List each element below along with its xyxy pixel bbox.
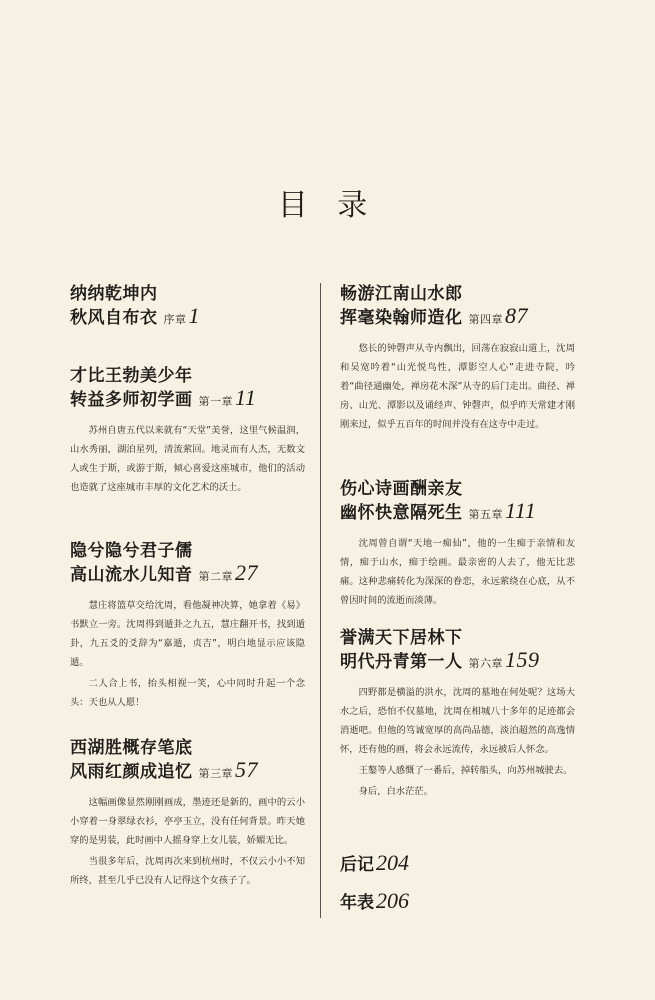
- entry-title-line2-text: 风雨红颜成追忆: [70, 762, 193, 782]
- entry-title-line2-text: 明代丹青第一人: [340, 652, 463, 672]
- entry-description: 苏州自唐五代以来就有“天堂”美誉，这里气候温润，山水秀丽，湖泊星列，清流萦回。地灵而有人杰，无数文人或生于斯，或游于斯，倾心喜爱这座城市，他们的活动也造就了这座城市丰厚的文化艺术的沃土。: [70, 425, 305, 493]
- page-number: 57: [235, 757, 258, 782]
- entry-title-line2: [340, 500, 575, 526]
- entry-title-line2-text: 挥毫染翰师造化: [340, 308, 463, 328]
- entry-title-line2-text: 高山流水儿知音: [70, 565, 193, 585]
- entry-title-line2-text: 秋风自布衣: [70, 308, 158, 328]
- entry-title-line2: [340, 305, 575, 331]
- entry-title-line2: [70, 305, 305, 331]
- toc-entry[interactable]: [340, 283, 575, 434]
- entry-description: 身后，白水茫茫。: [358, 786, 433, 797]
- toc-entry[interactable]: [340, 478, 575, 610]
- chapter-label: 第四章: [468, 313, 503, 326]
- entry-title-line1: 隐兮隐兮君子儒: [70, 541, 193, 561]
- column-divider: [320, 283, 321, 918]
- page-number: 159: [505, 647, 540, 672]
- entry-title-line2-text: 转益多师初学画: [70, 390, 193, 410]
- afterword-entry[interactable]: [340, 850, 409, 876]
- afterword-page: 204: [376, 850, 409, 875]
- entry-description: 当很多年后，沈周再次来到杭州时，不仅云小小不知所终，甚至几乎已没有人记得这个女孩子了。: [70, 856, 305, 886]
- toc-entry[interactable]: [70, 283, 305, 331]
- page-number: 27: [235, 560, 258, 585]
- entry-description: 慧庄将篮草交给沈周，看他凝神决算，她拿着《易》书默立一旁。沈周得到遁卦之九五，慧庄翻开书，找到遁卦，九五爻的爻辞为“嘉遁，贞吉”，明白地显示应该隐遁。: [70, 600, 305, 668]
- entry-title-line1: 誉满天下居林下: [340, 628, 463, 648]
- entry-title-line1: 西湖胜概存笔底: [70, 738, 193, 758]
- toc-entry[interactable]: [70, 365, 305, 497]
- entry-title-line1: 伤心诗画酬亲友: [340, 479, 463, 499]
- page-number: 111: [505, 498, 537, 523]
- entry-description: 沈周曾自谓“天地一痴仙”，他的一生痴于亲情和友情，痴于山水，痴于绘画。最亲密的人去了，他无比悲痛。这种悲痛转化为深深的眷恋，永远萦绕在心底，从不曾因时间的流逝而淡薄。: [340, 538, 575, 606]
- chronology-page: 206: [376, 888, 409, 913]
- toc-entry[interactable]: [70, 540, 305, 712]
- entry-title-line1: 畅游江南山水郎: [340, 284, 463, 304]
- entry-title-line2: [70, 387, 305, 413]
- chapter-label: 第六章: [468, 657, 503, 670]
- entry-description: 悠长的钟磬声从寺内飘出，回荡在寂寂山道上，沈周和吴宽吟着“山光悦鸟性，潭影空人心”走进寺院，吟着“曲径通幽处，禅房花木深”从寺的后门走出。曲径、禅房、山光、潭影以及诵经声、钟磬声，似乎昨天常建才刚刚来过，似乎五百年的时间并没有在这寺中走过。: [340, 343, 575, 430]
- page-title: 目 录: [277, 188, 378, 224]
- page-number: 11: [235, 385, 257, 410]
- chapter-label: 第二章: [198, 570, 233, 583]
- entry-description: 四野都是横溢的洪水，沈周的墓地在何处呢？这场大水之后，恐怕不仅墓地，沈周在相城八十多年的足迹都会消逝吧。但他的笃诚宽厚的高尚品德，淡泊超然的高逸情怀，还有他的画，将会永远流传，永远被后人怀念。: [340, 687, 575, 755]
- toc-entry[interactable]: [340, 627, 575, 801]
- chronology-label: 年表: [340, 893, 374, 913]
- page-number: 87: [505, 303, 528, 328]
- chapter-label: 第五章: [468, 508, 503, 521]
- chapter-label: 第一章: [198, 395, 233, 408]
- chronology-entry[interactable]: [340, 888, 409, 914]
- chapter-label: 序章: [163, 313, 187, 326]
- entry-title-line1: 纳纳乾坤内: [70, 284, 158, 304]
- entry-description: 二人合上书，抬头相视一笑，心中同时升起一个念头：天也从人愿！: [70, 678, 305, 708]
- entry-title-line2-text: 幽怀快意隔死生: [340, 503, 463, 523]
- afterword-label: 后记: [340, 855, 374, 875]
- entry-title-line2: [70, 759, 305, 785]
- entry-description: 王鏊等人感慨了一番后，掉转船头，向苏州城驶去。: [358, 765, 573, 776]
- entry-title-line1: 才比王勃美少年: [70, 366, 193, 386]
- chapter-label: 第三章: [198, 767, 233, 780]
- entry-title-line2: [70, 562, 305, 588]
- page-number: 1: [188, 303, 200, 328]
- toc-entry[interactable]: [70, 737, 305, 890]
- entry-description: 这幅画像显然刚刚画成，墨迹还是新的，画中的云小小穿着一身翠绿衣衫，亭亭玉立，没有任何背景。昨天她穿的是男装，此时画中人摇身穿上女儿装，娇媚无比。: [70, 797, 305, 846]
- entry-title-line2: [340, 649, 575, 675]
